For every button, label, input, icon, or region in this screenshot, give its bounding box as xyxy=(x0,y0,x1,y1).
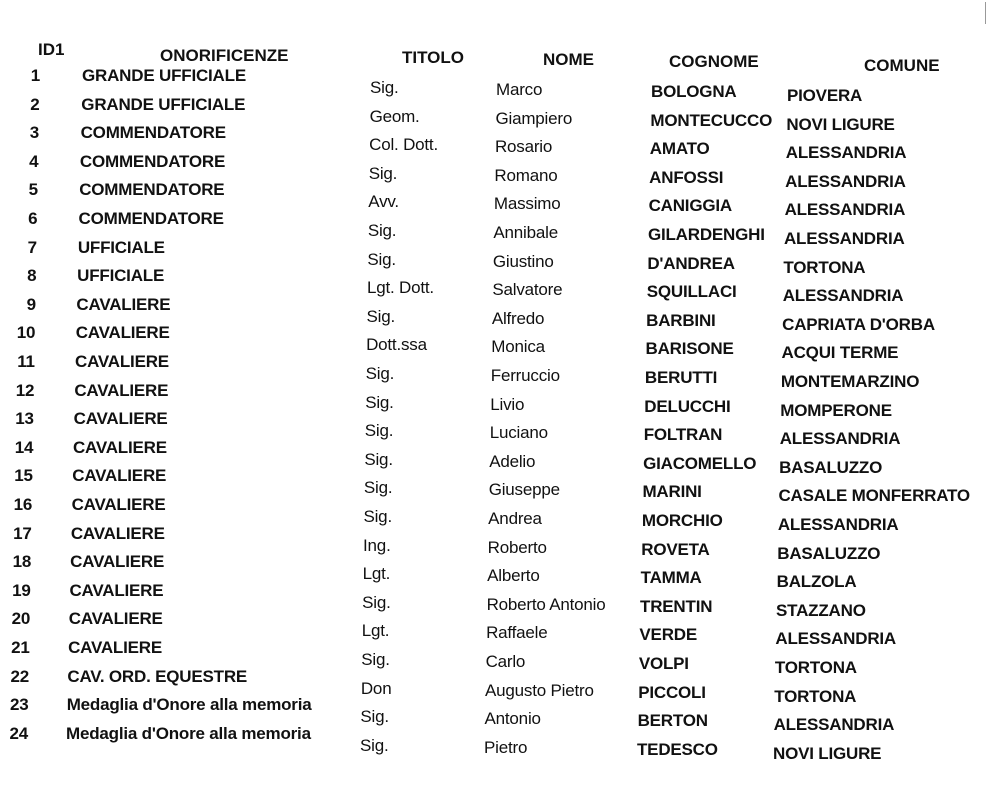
cell-comune: TORTONA xyxy=(774,686,857,706)
header-comune: COMUNE xyxy=(864,56,940,75)
cell-onorificenza: CAVALIERE xyxy=(74,380,169,400)
cell-cognome: MORCHIO xyxy=(641,511,723,530)
cell-cognome: ROVETA xyxy=(641,539,710,559)
cell-titolo: Sig. xyxy=(360,735,389,755)
cell-nome: Giuseppe xyxy=(488,480,560,500)
cell-nome: Giampiero xyxy=(495,108,573,128)
header-titolo: TITOLO xyxy=(402,48,465,67)
cell-titolo: Sig. xyxy=(360,707,389,727)
cell-titolo: Sig. xyxy=(364,449,393,469)
cell-nome: Alberto xyxy=(487,566,540,586)
cell-comune: TORTONA xyxy=(783,257,866,277)
cell-comune: BALZOLA xyxy=(776,572,857,592)
cell-id: 23 xyxy=(10,695,29,715)
cell-id: 7 xyxy=(27,237,37,257)
cell-titolo: Sig. xyxy=(370,78,399,97)
header-onorificenze: ONORIFICENZE xyxy=(160,46,289,65)
cell-comune: MONTEMARZINO xyxy=(780,372,920,391)
cell-cognome: DELUCCHI xyxy=(644,396,731,416)
cell-comune: PIOVERA xyxy=(787,86,863,105)
cell-id: 12 xyxy=(15,380,35,400)
cell-comune: CAPRIATA D'ORBA xyxy=(782,314,935,334)
cell-cognome: GILARDENGHI xyxy=(647,225,765,244)
cell-id: 19 xyxy=(12,580,31,600)
cell-comune: ALESSANDRIA xyxy=(784,200,906,220)
cell-cognome: CANIGGIA xyxy=(648,196,732,216)
cell-onorificenza: COMMENDATORE xyxy=(80,123,226,143)
cell-onorificenza: CAVALIERE xyxy=(72,437,167,457)
cell-id: 10 xyxy=(16,323,36,343)
cell-titolo: Sig. xyxy=(363,478,393,498)
cell-cognome: AMATO xyxy=(649,139,710,159)
cell-onorificenza: Medaglia d'Onore alla memoria xyxy=(66,723,311,743)
cell-titolo: Lgt. xyxy=(362,564,391,584)
cell-comune: BASALUZZO xyxy=(777,543,881,563)
cell-comune: ALESSANDRIA xyxy=(785,143,907,163)
cell-cognome: TAMMA xyxy=(640,568,702,588)
cell-comune: TORTONA xyxy=(774,658,857,677)
cell-nome: Monica xyxy=(491,337,545,357)
cell-cognome: BARISONE xyxy=(645,339,734,359)
cell-nome: Massimo xyxy=(493,194,561,214)
cell-id: 16 xyxy=(13,495,33,514)
cell-comune: CASALE MONFERRATO xyxy=(778,486,970,506)
cell-comune: MOMPERONE xyxy=(780,400,892,420)
cell-comune: ALESSANDRIA xyxy=(779,429,901,449)
cell-onorificenza: CAVALIERE xyxy=(75,352,169,371)
cell-cognome: D'ANDREA xyxy=(647,253,735,273)
cell-onorificenza: CAVALIERE xyxy=(76,294,171,314)
cell-titolo: Geom. xyxy=(369,106,420,126)
cell-comune: NOVI LIGURE xyxy=(773,743,882,763)
cell-nome: Ferruccio xyxy=(490,366,560,385)
cell-onorificenza: UFFICIALE xyxy=(77,266,165,286)
cell-id: 3 xyxy=(29,123,39,143)
cell-cognome: GIACOMELLO xyxy=(643,453,757,473)
header-nome: NOME xyxy=(543,50,594,69)
cell-comune: ALESSANDRIA xyxy=(782,286,904,306)
cell-nome: Giustino xyxy=(492,251,554,271)
cell-nome: Roberto Antonio xyxy=(486,594,606,614)
cell-comune: ALESSANDRIA xyxy=(773,715,895,735)
cell-onorificenza: GRANDE UFFICIALE xyxy=(82,66,246,85)
cell-id: 6 xyxy=(28,209,38,228)
cell-titolo: Lgt. Dott. xyxy=(366,278,434,298)
cell-nome: Annibale xyxy=(493,223,558,242)
cell-nome: Livio xyxy=(490,394,525,414)
cell-cognome: TRENTIN xyxy=(640,596,713,616)
cell-id: 14 xyxy=(14,437,34,457)
cell-id: 11 xyxy=(17,352,35,371)
cell-titolo: Sig. xyxy=(361,650,390,669)
cell-cognome: MONTECUCCO xyxy=(650,110,773,130)
cell-titolo: Sig. xyxy=(363,507,392,526)
cell-cognome: FOLTRAN xyxy=(643,425,723,445)
cell-cognome: BOLOGNA xyxy=(651,82,737,101)
cell-onorificenza: CAVALIERE xyxy=(71,495,166,514)
cell-nome: Roberto xyxy=(487,537,547,557)
cell-nome: Romano xyxy=(494,165,558,185)
cell-cognome: VOLPI xyxy=(638,654,689,673)
cell-cognome: PICCOLI xyxy=(638,682,706,702)
cell-comune: STAZZANO xyxy=(776,600,866,620)
cell-id: 21 xyxy=(11,638,30,657)
cell-titolo: Sig. xyxy=(366,306,396,326)
cell-onorificenza: GRANDE UFFICIALE xyxy=(81,94,246,114)
cell-comune: NOVI LIGURE xyxy=(786,114,895,134)
cell-onorificenza: CAVALIERE xyxy=(72,466,167,486)
cell-onorificenza: CAVALIERE xyxy=(68,609,163,629)
cell-cognome: BERUTTI xyxy=(644,368,718,387)
cell-comune: ALESSANDRIA xyxy=(777,515,899,534)
cell-onorificenza: COMMENDATORE xyxy=(78,209,224,228)
cell-nome: Augusto Pietro xyxy=(485,680,594,700)
cell-onorificenza: COMMENDATORE xyxy=(79,151,226,171)
header-id: ID1 xyxy=(38,40,65,59)
cell-nome: Salvatore xyxy=(492,280,563,300)
cell-comune: ALESSANDRIA xyxy=(785,171,906,191)
cell-id: 18 xyxy=(12,552,32,572)
cell-nome: Rosario xyxy=(494,137,553,157)
cell-cognome: SQUILLACI xyxy=(646,282,737,302)
cell-onorificenza: Medaglia d'Onore alla memoria xyxy=(66,695,312,715)
cell-comune: ACQUI TERME xyxy=(781,343,899,363)
cell-cognome: TEDESCO xyxy=(637,739,718,759)
cell-nome: Carlo xyxy=(485,652,526,671)
cell-id: 2 xyxy=(30,94,40,114)
cell-onorificenza: CAV. ORD. EQUESTRE xyxy=(67,666,248,686)
header-cognome: COGNOME xyxy=(669,52,759,71)
cell-cognome: BERTON xyxy=(637,711,708,731)
cell-nome: Pietro xyxy=(484,737,528,757)
cell-comune: ALESSANDRIA xyxy=(775,629,897,649)
cell-onorificenza: CAVALIERE xyxy=(70,552,165,572)
cell-titolo: Don xyxy=(360,678,392,698)
cell-titolo: Col. Dott. xyxy=(369,135,438,155)
cell-id: 5 xyxy=(28,180,38,200)
cell-id: 8 xyxy=(27,266,37,286)
cell-comune: ALESSANDRIA xyxy=(783,229,905,248)
cell-titolo: Ing. xyxy=(363,535,391,555)
cell-nome: Antonio xyxy=(484,709,541,729)
cell-id: 1 xyxy=(30,66,40,85)
cell-titolo: Sig. xyxy=(364,421,394,441)
cell-onorificenza: CAVALIERE xyxy=(69,580,164,600)
cell-titolo: Sig. xyxy=(362,592,391,612)
cell-onorificenza: UFFICIALE xyxy=(77,237,165,257)
cell-titolo: Sig. xyxy=(365,364,395,383)
cell-titolo: Sig. xyxy=(367,249,396,269)
cell-cognome: BARBINI xyxy=(646,310,716,330)
cell-id: 4 xyxy=(29,151,39,171)
cell-cognome: VERDE xyxy=(639,625,697,645)
cell-nome: Raffaele xyxy=(486,623,548,643)
cell-nome: Luciano xyxy=(489,423,548,443)
cell-nome: Alfredo xyxy=(491,308,545,328)
cell-nome: Andrea xyxy=(488,509,542,528)
cell-nome: Adelio xyxy=(489,451,536,471)
cell-cognome: ANFOSSI xyxy=(649,167,724,187)
cell-titolo: Dott.ssa xyxy=(366,335,427,355)
cell-titolo: Sig. xyxy=(365,392,394,412)
cell-comune: BASALUZZO xyxy=(779,457,883,477)
cell-onorificenza: CAVALIERE xyxy=(73,409,168,429)
cell-id: 20 xyxy=(11,609,31,629)
scan-artifact xyxy=(985,2,986,24)
cell-onorificenza: CAVALIERE xyxy=(75,323,170,343)
cell-onorificenza: CAVALIERE xyxy=(70,523,165,543)
cell-titolo: Lgt. xyxy=(361,621,390,641)
cell-titolo: Avv. xyxy=(368,192,399,212)
cell-id: 15 xyxy=(14,466,33,486)
cell-id: 22 xyxy=(10,666,30,686)
cell-id: 24 xyxy=(9,723,28,743)
cell-id: 9 xyxy=(26,294,36,314)
cell-onorificenza: CAVALIERE xyxy=(68,638,162,657)
cell-id: 17 xyxy=(13,523,32,543)
cell-titolo: Sig. xyxy=(367,221,397,240)
cell-id: 13 xyxy=(15,409,34,429)
cell-onorificenza: COMMENDATORE xyxy=(79,180,225,200)
cell-titolo: Sig. xyxy=(368,163,398,183)
cell-cognome: MARINI xyxy=(642,482,702,502)
cell-nome: Marco xyxy=(496,80,543,99)
